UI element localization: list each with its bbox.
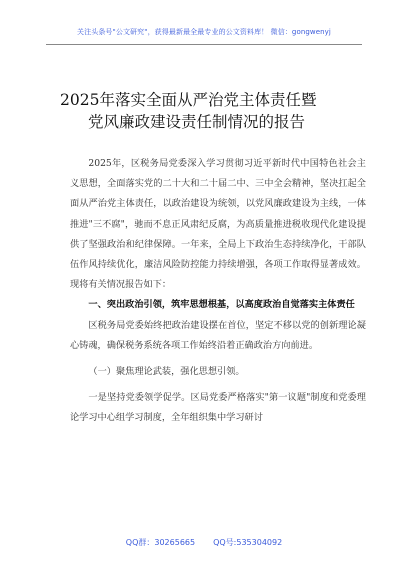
document-title bbox=[60, 89, 360, 133]
title-line-1: 2025年落实全面从严治党主体责任暨 bbox=[60, 91, 317, 109]
subsection-heading: （一）聚焦理论武装，强化思想引领。 bbox=[88, 366, 245, 378]
qq-group-link[interactable]: QQ群：30265665 bbox=[125, 538, 196, 547]
footer-contact bbox=[0, 537, 408, 548]
intro-paragraph: 2025年，区税务局党委深入学习贯彻习近平新时代中国特色社会主义思想，全面落实党的二十大和二十届二中、三中全会精神，坚决扛起全面从严治党主体责任，以政治建设为统领，以党风廉政建设为主线，一体推进"三不腐"，驰而不息正风肃纪反腐，为高质量推进税收现代化建设提供了坚强政治和纪律保障。一年来，全局上下政治生态持续净化，干部队伍作风持续优化，廉洁风险防控能力持续增强，各项工作取得显著成效。现将有关情况报告如下： bbox=[70, 158, 366, 291]
document-body bbox=[70, 154, 366, 429]
section-heading-1: 一、突出政治引领，筑牢思想根基，以高度政治自觉落实主体责任 bbox=[88, 299, 355, 311]
header-divider bbox=[46, 44, 362, 45]
header-banner: 关注头条号"公文研究"，获得最新最全最专业的公文资料库！ 微信：gongwenyj bbox=[77, 28, 331, 36]
subsection-paragraph: 一是坚持党委领学促学。区局党委严格落实"第一议题"制度和党委理论学习中心组学习制度，全年组织集中学习研讨 bbox=[70, 392, 366, 424]
section-paragraph: 区税务局党委始终把政治建设摆在首位，坚定不移以党的创新理论凝心铸魂，确保税务系统各项工作始终沿着正确政治方向前进。 bbox=[70, 319, 366, 351]
qq-number-link[interactable]: QQ号:535304092 bbox=[213, 538, 283, 547]
title-line-2: 党风廉政建设责任制情况的报告 bbox=[88, 113, 306, 131]
